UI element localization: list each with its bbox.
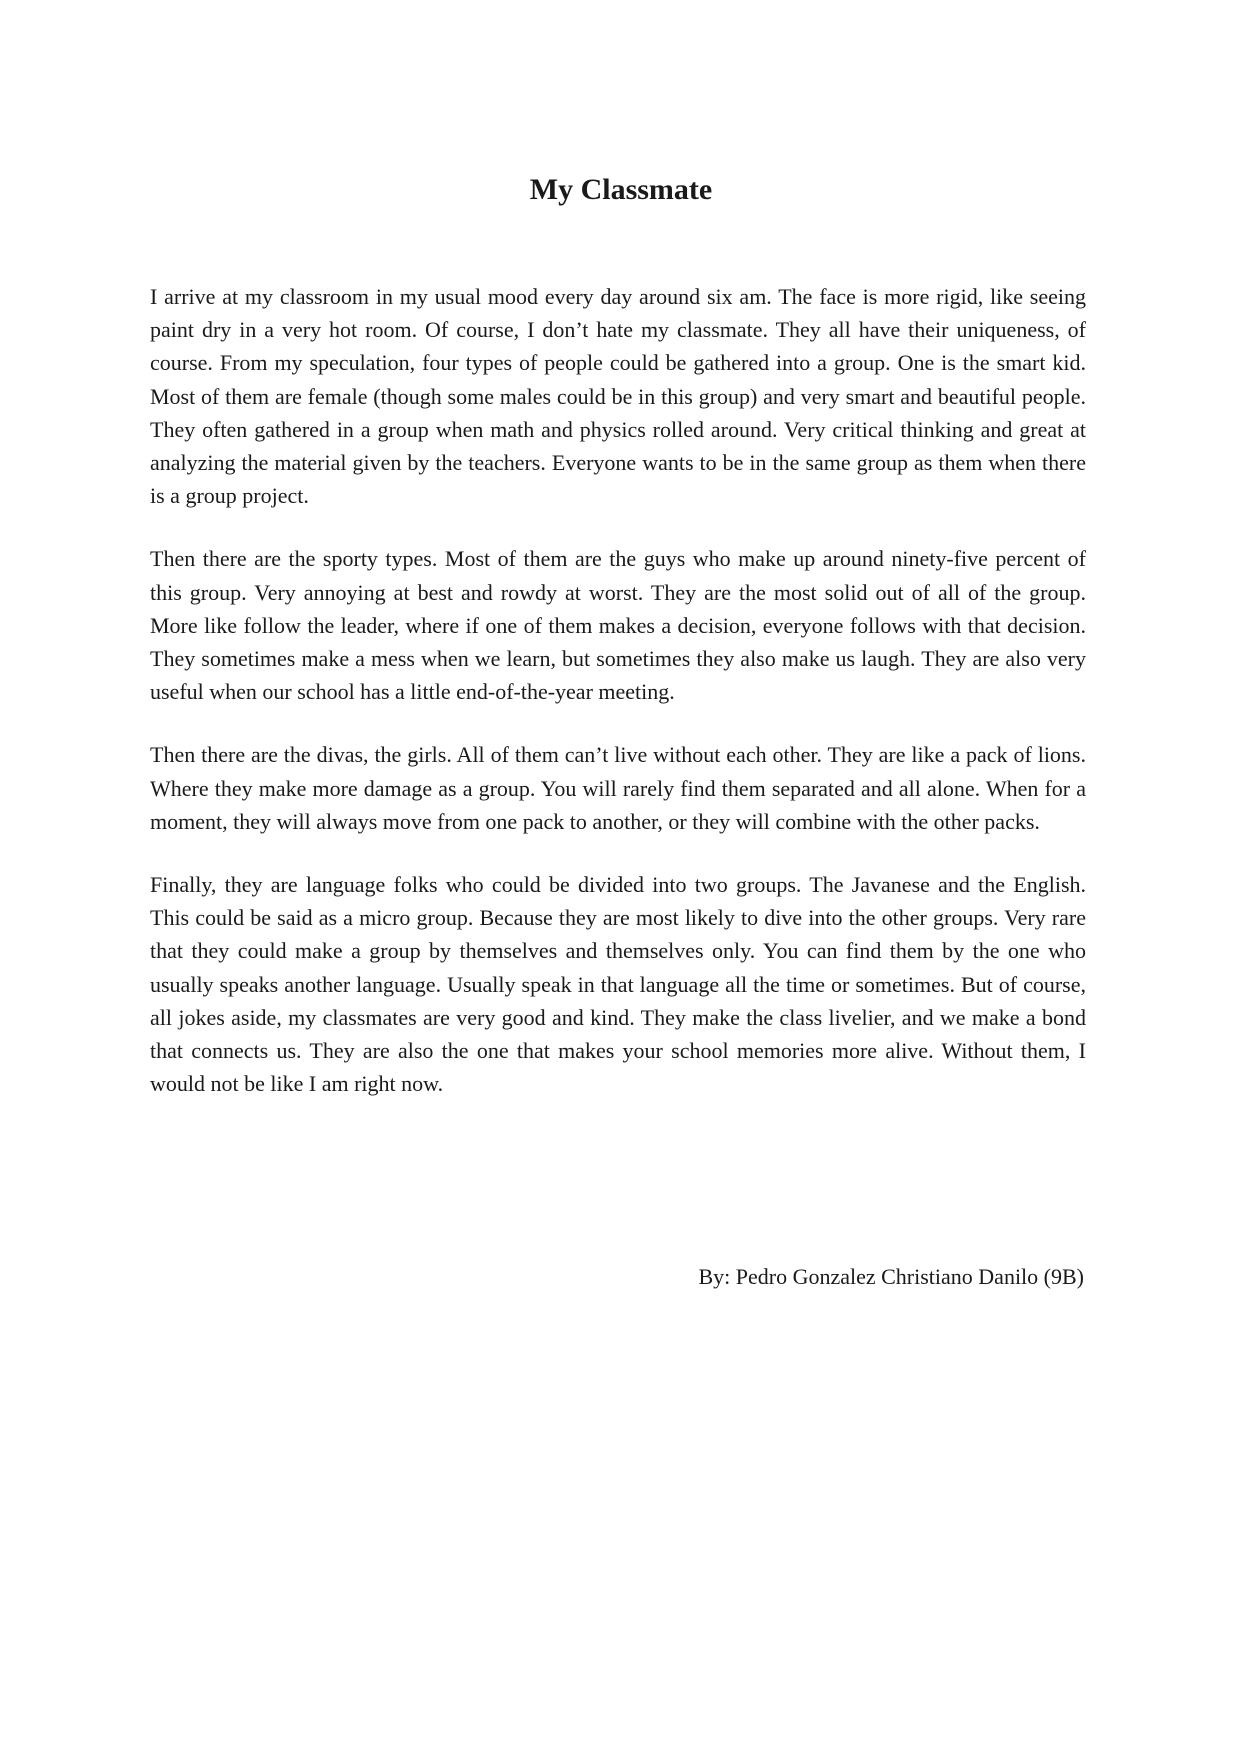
page-title: My Classmate <box>529 173 713 206</box>
paragraph-sporty-types: Then there are the sporty types. Most of them are the guys who make up around ninety-five percent of this group. Very annoying at best and rowdy at worst. They are the most solid out of all of the group. More like follow the leader, where if one of them makes a decision, everyone follows with that decision. They sometimes make a mess when we learn, but sometimes they also make us laugh. They are also very useful when our school has a little end-of-the-year meeting. <box>150 546 1086 705</box>
paragraph-divas: Then there are the divas, the girls. All of them can’t live without each other. They are like a pack of lions. Where they make more damage as a group. You will rarely find them separated and all alone. When for a moment, they will always move from one pack to another, or they will combine with the other packs. <box>150 742 1086 834</box>
paragraph-language-folks: Finally, they are language folks who could be divided into two groups. The Javanese and the English. This could be said as a micro group. Because they are most likely to dive into the other groups. Very rare that they could make a group by themselves and themselves only. You can find them by the one who usually speaks another language. Usually speak in that language all the time or sometimes. But of course, all jokes aside, my classmates are very good and kind. They make the class livelier, and we make a bond that connects us. They are also the one that makes your school memories more alive. Without them, I would not be like I am right now. <box>150 872 1086 1097</box>
author-byline: By: Pedro Gonzalez Christiano Danilo (9B) <box>698 1264 1084 1289</box>
essay-body <box>150 280 1086 1130</box>
paragraph-smart-kids: I arrive at my classroom in my usual mood every day around six am. The face is more rigid, like seeing paint dry in a very hot room. Of course, I don’t hate my classmate. They all have their uniqueness, of course. From my speculation, four types of people could be gathered into a group. One is the smart kid. Most of them are female (though some males could be in this group) and very smart and beautiful people. They often gathered in a group when math and physics rolled around. Very critical thinking and great at analyzing the material given by the teachers. Everyone wants to be in the same group as them when there is a group project. <box>150 284 1086 509</box>
